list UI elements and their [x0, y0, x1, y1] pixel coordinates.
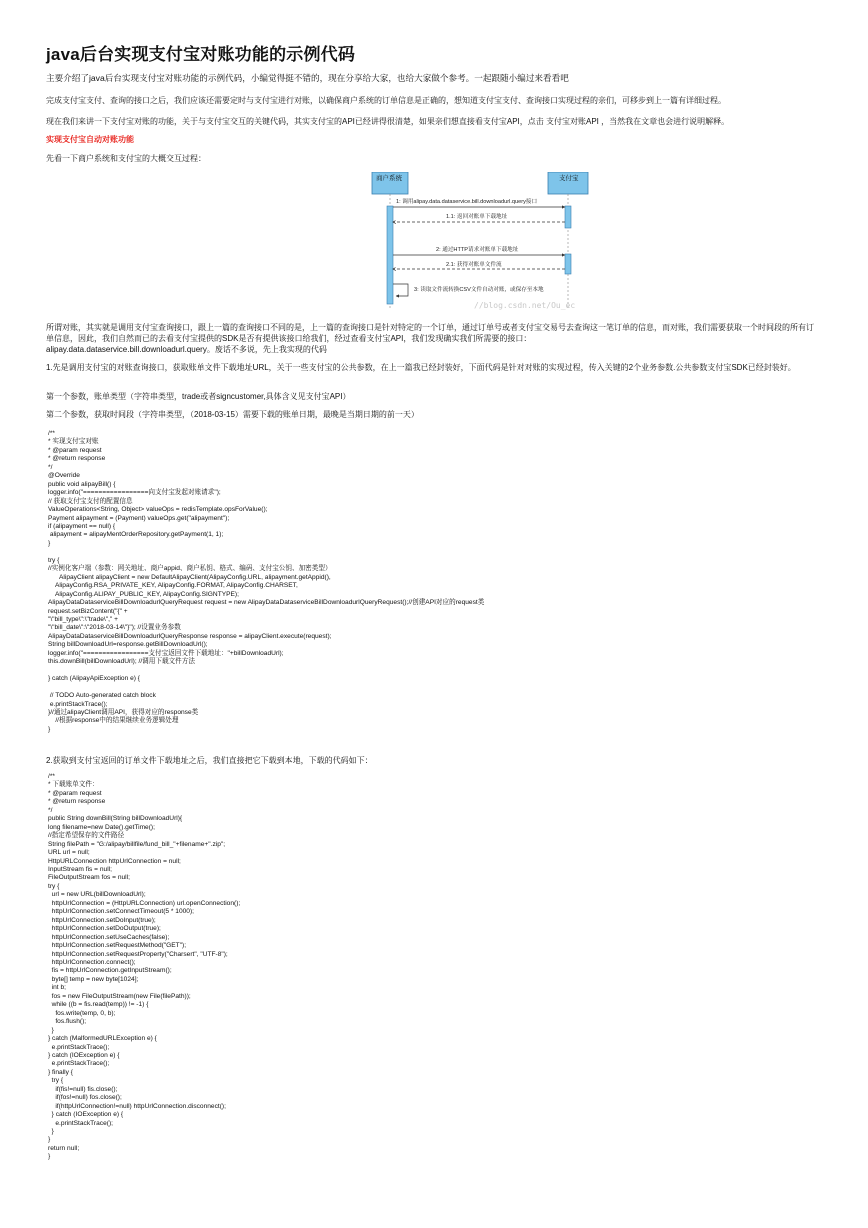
message-1-1: 1.1: 返回对账单下载地址 — [446, 214, 508, 220]
intro-text: 主要介绍了java后台实现支付宝对账功能的示例代码，小编觉得挺不错的，现在分享给大家，也给大家做个参考。一起跟随小编过来看看吧 — [46, 73, 569, 83]
message-2-1: 2.1: 获得对账单文件流 — [446, 262, 502, 268]
code-block-download: /** * 下载账单文件： * @param request * @return response */ public String downBill(String billDownloadUrl){ long filename=new Date().getTime(); //指定希望保存的文件路径 String filePath = "G:/alipay/billfile/fund_bill_"+filename+".zip"; URL url = null; HttpURLConnection httpUrlConnection = null; InputStream fis = null; FileOutputStream fos = null; try { url = new URL(billDownloadUrl); httpUrlConnection = (HttpURLConnection) url.openConnection(); httpUrlConnection.setConnectTimeout(5 * 1000); httpUrlConnection.setDoInput(true); httpUrlConnection.setDoOutput(true); httpUrlConnection.setUseCaches(false); httpUrlConnection.setRequestMethod("GET"); httpUrlConnection.setRequestProperty("Charsert", "UTF-8"); httpUrlConnection.connect(); fis = httpUrlConnection.getInputStream(); byte[] temp = new byte[1024]; int b; fos = new FileOutputStream(new File(filePath)); while ((b = fis.read(temp)) != -1) { fos.write(temp, 0, b); fos.flush(); } } catch (MalformedURLException e) { e.printStackTrace(); } catch (IOException e) { e.printStackTrace(); } finally { try { if(fis!=null) fis.close(); if(fos!=null) fos.close(); if(httpUrlConnection!=null) httpUrlConnection.disconnect(); } catch (IOException e) { e.printStackTrace(); } } return null; } — [48, 773, 241, 1161]
message-3: 3: 读取文件流转换CSV文件自动对账，或保存至本地 — [414, 287, 544, 293]
watermark: //blog.csdn.net/Ou_ec — [474, 301, 576, 310]
paragraph-6: 第一个参数，账单类型（字符串类型，trade或者signcustomer,具体含义见支付宝API） — [46, 392, 351, 401]
paragraph-1: 完成支付宝支付、查询的接口之后，我们应该还需要定时与支付宝进行对账，以确保商户系统的订单信息是正确的，想知道支付宝支付、查询接口实现过程的亲们，可移步到上一篇有详细过程。 — [46, 96, 726, 105]
merchant-activation — [387, 206, 393, 304]
code-block-reconcile: /** * 实现支付宝对账 * @param request * @return response */ @Override public void alipayBill() { logger.info("=================向支付宝发起对账请求"); // 获取支付宝支付的配置信息 ValueOperations<String, Object> valueOps = redisTemplate.opsForValue(); Payment alipayment = (Payment) valueOps.get("alipayment"); if (alipayment == null) { alipayment = alipayMentOrderRepository.getPayment(1, 1); } try { //实例化客户端（参数：网关地址、商户appid、商户私钥、格式、编码、支付宝公钥、加密类型） AlipayClient alipayClient = new DefaultAlipayClient(AlipayConfig.URL, alipayment.getAppid(), AlipayConfig.RSA_PRIVATE_KEY, AlipayConfig.FORMAT, AlipayConfig.CHARSET, AlipayConfig.ALIPAY_PUBLIC_KEY, AlipayConfig.SIGNTYPE); AlipayDataDataserviceBillDownloadurlQueryRequest request = new AlipayDataDataserviceBillDownloadurlQueryRequest();//创建API对应的request类 request.setBizContent("{" + "\"bill_type\":\"trade\"," + "\"bill_date\":\"2018-03-14\"}"); //设置业务参数 AlipayDataDataserviceBillDownloadurlQueryResponse response = alipayClient.execute(request); String billDownloadUrl=response.getBillDownloadUrl(); logger.info("=================支付宝返回文件下载地址："+billDownloadUrl); this.downBill(billDownloadUrl); //调用下载文件方法 } catch (AlipayApiException e) { // TODO Auto-generated catch block e.printStackTrace(); }//通过alipayClient调用API，获得对应的response类 //根据response中的结果继续业务逻辑处理 } — [48, 430, 485, 733]
message-2: 2: 通过HTTP请求对账单下载地址 — [436, 247, 519, 253]
paragraph-3: 先看一下商户系统和支付宝的大概交互过程： — [46, 154, 206, 163]
paragraph-4: 所谓对账，其实就是调用支付宝查询接口，跟上一篇的查询接口不同的是，上一篇的查询接口是针对特定的一个订单，通过订单号或者支付宝交易号去查询这一笔订单的信息，而对账，我们需要获取一个时间段的所有订单信息，因此，我们自然而已的去看支付宝提供的SDK是否有提供该接口给我们，经过查看支付宝API，我们发现确实我们所需要的接口： — [46, 323, 814, 343]
paragraph-4b: alipay.data.dataservice.bill.downloadurl.query。废话不多说，先上我实现的代码 — [46, 345, 327, 354]
paragraph-7: 第二个参数，获取时间段（字符串类型，（2018-03-15）需要下载的账单日期，最晚是当期日期的前一天） — [46, 410, 419, 419]
paragraph-8: 2.获取到支付宝返回的订单文件下载地址之后，我们直接把它下载到本地，下载的代码如下： — [46, 756, 373, 765]
alipay-actor-label: 支付宝 — [559, 175, 579, 182]
merchant-actor-label: 商户系统 — [376, 175, 402, 182]
paragraph-2: 现在我们来讲一下支付宝对账的功能，关于与支付宝交互的关键代码，其实支付宝的API已经讲得很清楚，如果亲们想直接看支付宝API，点击 支付宝对账API ，当然我在文章也会进行说明解释。 — [46, 117, 730, 126]
alipay-activation-1 — [565, 206, 571, 228]
paragraph-5: 1.先是调用支付宝的对账查询接口，获取账单文件下载地址URL，关于一些支付宝的公共参数，在上一篇我已经封装好，下面代码是针对对账的实现过程，传入关键的2个业务参数.公共参数支付宝SDK已经封装好。 — [46, 363, 796, 372]
message-1: 1: 调用alipay.data.dataservice.bill.downloadurl.query接口 — [396, 199, 538, 205]
sequence-diagram — [328, 172, 590, 312]
alipay-activation-2 — [565, 254, 571, 274]
page-title: java后台实现支付宝对账功能的示例代码 — [46, 45, 356, 64]
section-heading: 实现支付宝自动对账功能 — [46, 135, 134, 144]
